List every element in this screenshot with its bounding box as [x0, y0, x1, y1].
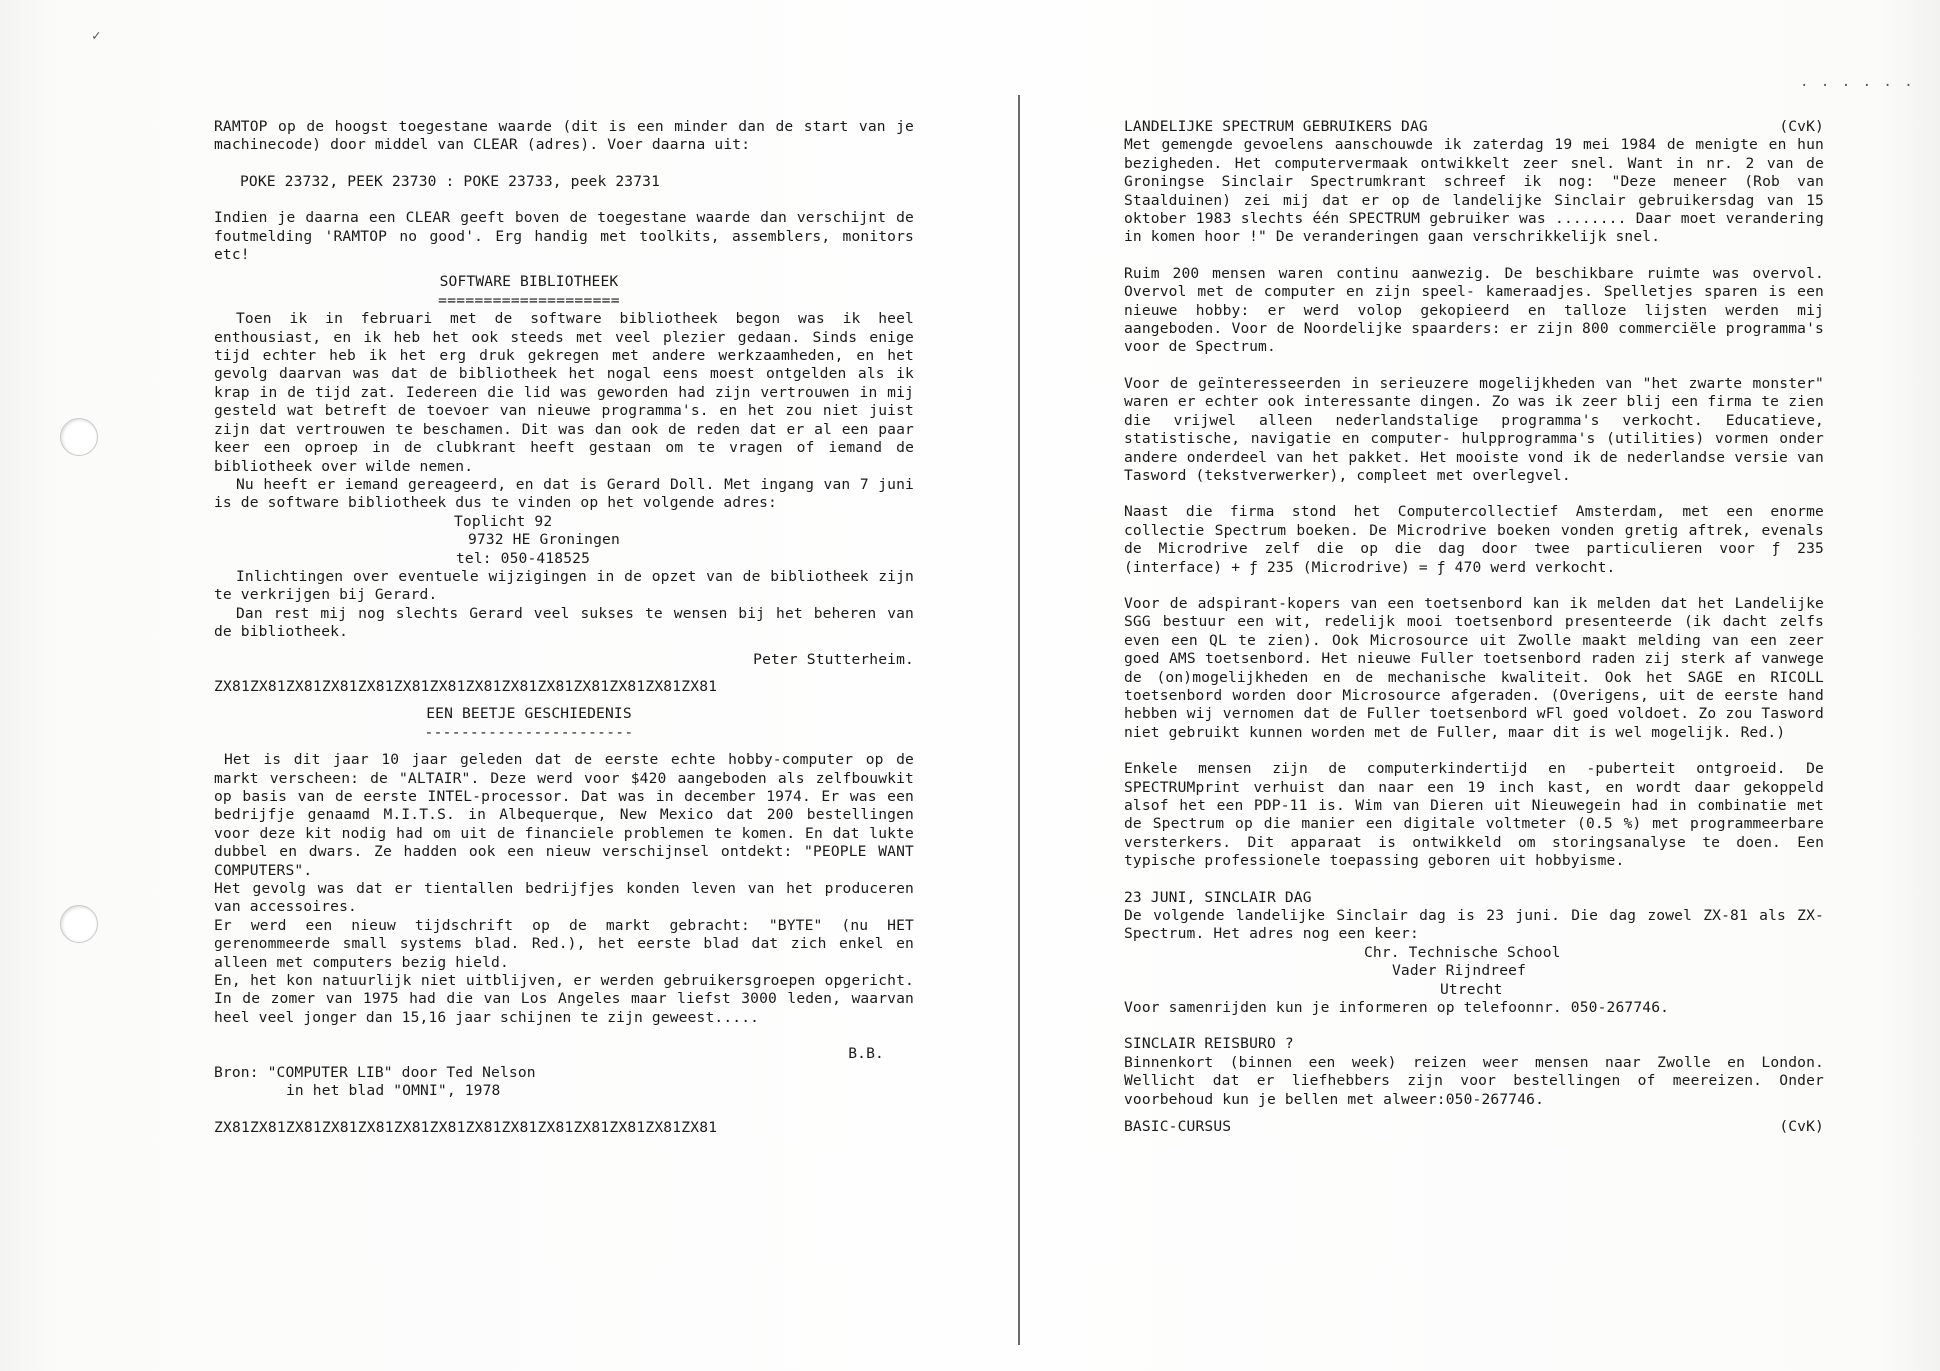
bleed-through-handwriting [1379, 40, 1391, 80]
address-line-2: 9732 HE Groningen [468, 531, 620, 549]
paragraph-library-3: Inlichtingen over eventuele wijzigingen in de opzet van de bibliotheek zijn te verkrijgen bij Gerard. [214, 567, 914, 604]
address-line-3: tel: 050-418525 [456, 549, 591, 567]
zx81-separator-2: ZX81ZX81ZX81ZX81ZX81ZX81ZX81ZX81ZX81ZX81ZX81ZX81ZX81ZX81 [214, 1118, 718, 1136]
paragraph-history-2: Het gevolg was dat er tientallen bedrijfjes konden leven van het produceren van accessoires. [214, 880, 914, 916]
paragraph-after-poke: Indien je daarna een CLEAR geeft boven de toegestane waarde dan verschijnt de foutmelding 'RAMTOP no good'. Erg handig met toolkits, assemblers, monitors etc! [214, 209, 914, 264]
heading-underline-history: ----------------------- [424, 723, 634, 741]
heading-row-basic [1124, 1118, 1824, 1136]
author-tag-basic: (CvK) [1779, 1118, 1824, 1136]
paragraph-library-1: Toen ik in februari met de software bibliotheek begon was ik heel enthousiast, en ik heb het ook steeds met veel plezier gedaan. Sinds enige tijd echter heb ik het erg druk gekregen met andere werkzaamheden, en het gevolg daarvan was dat de bibliotheek het nogal eens moest ontgelden als ik krap in de tijd zat. Iedereen die lid was geworden had zijn vertrouwen in mij gesteld wat betreft de toevoer van nieuwe programma's. en het zou niet juist zijn dat vertrouwen te beschamen. Dit was dan ook de reden dat er al een paar keer een oproep in de clubkrant heeft gestaan om te vragen of iemand de bibliotheek over wilde nemen. [214, 310, 914, 475]
heading-underline-library: ==================== [438, 291, 620, 309]
source-line-2: in het blad "OMNI", 1978 [286, 1082, 501, 1100]
section-heading-reisburo: SINCLAIR REISBURO ? [1124, 1035, 1294, 1053]
page-fold-line [1018, 95, 1020, 1345]
punch-hole-top [60, 418, 98, 456]
section-heading-library: SOFTWARE BIBLIOTHEEK [439, 273, 619, 291]
paragraph-intro: RAMTOP op de hoogst toegestane waarde (dit is een minder dan de start van je machinecode) door middel van CLEAR (adres). Voer daarna uit: [214, 118, 914, 154]
sinclair-address-line-3: Utrecht [1440, 980, 1503, 998]
paragraph-history-4: En, het kon natuurlijk niet uitblijven, er werden gebruikersgroepen opgericht. In de zomer van 1975 had die van Los Angeles maar liefst 3000 leden, waarvan heel veel jonger dan 15,16 jaar schijnen te zijn geweest..... [214, 972, 914, 1026]
left-column [214, 118, 914, 1137]
zx81-separator: ZX81ZX81ZX81ZX81ZX81ZX81ZX81ZX81ZX81ZX81ZX81ZX81ZX81ZX81 [214, 677, 718, 695]
source-line-1: Bron: "COMPUTER LIB" door Ted Nelson [214, 1063, 536, 1081]
paragraph-history-1: Het is dit jaar 10 jaar geleden dat de eerste echte hobby-computer op de markt verscheen: de "ALTAIR". Deze werd voor $420 aangeboden als zelfbouwkit op basis van de eerste INTEL-processor. Dat was in december 1974. Er was een bedrijfje genaamd M.I.T.S. in Albequerque, New Mexico dat 200 bestellingen voor deze kit nodig had om uit de financiele problemen te komen. En dat lukte dubbel en dwars. Ze hadden ook een nieuw verschijnsel ontdekt: "PEOPLE WANT COMPUTERS". [214, 751, 914, 879]
author-tag: (CvK) [1779, 118, 1824, 135]
heading-row-spectrum-day [1124, 118, 1824, 136]
poke-command: POKE 23732, PEEK 23730 : POKE 23733, peek 23731 [240, 172, 661, 190]
paragraph-spectrum-4: Naast die firma stond het Computercollectief Amsterdam, met een enorme collectie Spectrum boeken. De Microdrive boeken vonden gretig aftrek, evenals de Microdrive zelf die op die dag door twee particulieren voor ƒ 235 (interface) + ƒ 235 (Microdrive) = ƒ 470 werd verkocht. [1124, 503, 1824, 576]
section-heading-history: EEN BEETJE GESCHIEDENIS [426, 705, 632, 723]
paragraph-library-2: Nu heeft er iemand gereageerd, en dat is Gerard Doll. Met ingang van 7 juni is de software bibliotheek dus te vinden op het volgende adres: [214, 475, 914, 512]
signature-bb: B.B. [848, 1045, 884, 1063]
sinclair-ride-info: Voor samenrijden kun je informeren op telefoonnr. 050-267746. [1124, 999, 1670, 1017]
sinclair-address-line-1: Chr. Technische School [1364, 943, 1561, 961]
section-heading-basic: BASIC-CURSUS [1124, 1118, 1232, 1136]
signature-peter: Peter Stutterheim. [753, 650, 914, 668]
address-line-1: Toplicht 92 [454, 512, 553, 530]
punch-hole-bottom [60, 905, 98, 943]
paragraph-spectrum-2: Ruim 200 mensen waren continu aanwezig. De beschikbare ruimte was overvol. Overvol met de computer en zijn speel- kameraadjes. Spelletjes sparen is een nieuwe hobby: er werd volop gekopieerd en talloze lijsten werden mij aangeboden. Voor de Noordelijke spaarders: er zijn 800 commerciële programma's voor de Spectrum. [1124, 264, 1824, 356]
right-column [1124, 118, 1824, 1137]
paragraph-reisburo: Binnenkort (binnen een week) reizen weer mensen naar Zwolle en London. Wellicht dat er liefhebbers zijn voor bestellingen of meereizen. Onder voorbehoud kun je bellen met alweer:050-267746. [1124, 1053, 1824, 1108]
section-heading-spectrum-day: LANDELIJKE SPECTRUM GEBRUIKERS DAG [1124, 118, 1428, 135]
paragraph-sinclair-day: De volgende landelijke Sinclair dag is 23 juni. Die dag zowel ZX-81 als ZX-Spectrum. Het adres nog een keer: [1124, 907, 1824, 943]
paragraph-spectrum-1: Met gemengde gevoelens aanschouwde ik zaterdag 19 mei 1984 de menigte en hun bezigheden. Het computervermaak ontwikkelt zeer snel. Want in nr. 2 van de Groningse Sinclair Spectrumkrant schreef ik nog: "Deze meneer (Rob van Staalduinen) zei mij dat er op de landelijke Sinclair gebruikersdag van 15 oktober 1983 slechts één SPECTRUM gebruiker was ........ Daar moet verandering in komen hoor !" De veranderingen gaan verschrikkelijk snel. [1124, 136, 1824, 246]
paragraph-spectrum-6: Enkele mensen zijn de computerkindertijd en -puberteit ontgroeid. De SPECTRUMprint verhuist dan naar een 19 inch kast, en wordt daar gekoppeld alsof het een PDP-11 is. Wim van Dieren uit Nieuwegein had in combinatie met de Spectrum op die manier een digitale voltmeter (0.5 %) met programmeerbare versterkers. Dit apparaat is ontwikkeld om storingsanalyse te doen. Een typische professionele toepassing geboren uit hobbyisme. [1124, 760, 1824, 870]
corner-mark-right: · · · · · · [1800, 78, 1915, 94]
corner-mark: ✓ [92, 28, 103, 44]
paragraph-library-4: Dan rest mij nog slechts Gerard veel sukses te wensen bij het beheren van de bibliotheek. [214, 604, 914, 641]
paragraph-spectrum-5: Voor de adspirant-kopers van een toetsenbord kan ik melden dat het Landelijke SGG bestuur een wit, redelijk mooi toetsenbord presenteerde (ik dacht zelfs even een QL te zien). Ook Microsource uit Zwolle maakt melding van een zeer goed AMS toetsenbord. Het nieuwe Fuller toetsenbord raden zij sterk af vanwege de (on)mogelijkheden en de mechanische kwaliteit. Ook het SAGE en RICOLL toetsenbord worden door Microsource afgeraden. (Overigens, uit de eerste hand hebben wij vernomen dat de Fuller toetsenbord wFl goed voldoet. Zo zou Tasword niet gebruikt kunnen worden met de Fuller, maar dit is wel mogelijk. Red.) [1124, 594, 1824, 741]
sinclair-address-line-2: Vader Rijndreef [1392, 962, 1527, 980]
paragraph-history-3: Er werd een nieuw tijdschrift op de markt gebracht: "BYTE" (nu HET gerenommeerde small systems blad. Red.), het eerste blad dat zich enkel en alleen met computers bezig hield. [214, 916, 914, 971]
section-heading-sinclair-day: 23 JUNI, SINCLAIR DAG [1124, 888, 1312, 906]
paragraph-spectrum-3: Voor de geïnteresseerden in serieuzere mogelijkheden van "het zwarte monster" waren er echter ook interessante dingen. Zo was ik zeer blij een firma te zien die vrijwel alleen nederlandstalige programma's verkocht. Educatieve, statistische, navigatie en computer- hulpprogramma's (utilities) vormen onder andere onderdeel van het pakket. Het mooiste vond ik de nederlandse versie van Tasword (tekstverwerker), compleet met overlegvel. [1124, 374, 1824, 484]
